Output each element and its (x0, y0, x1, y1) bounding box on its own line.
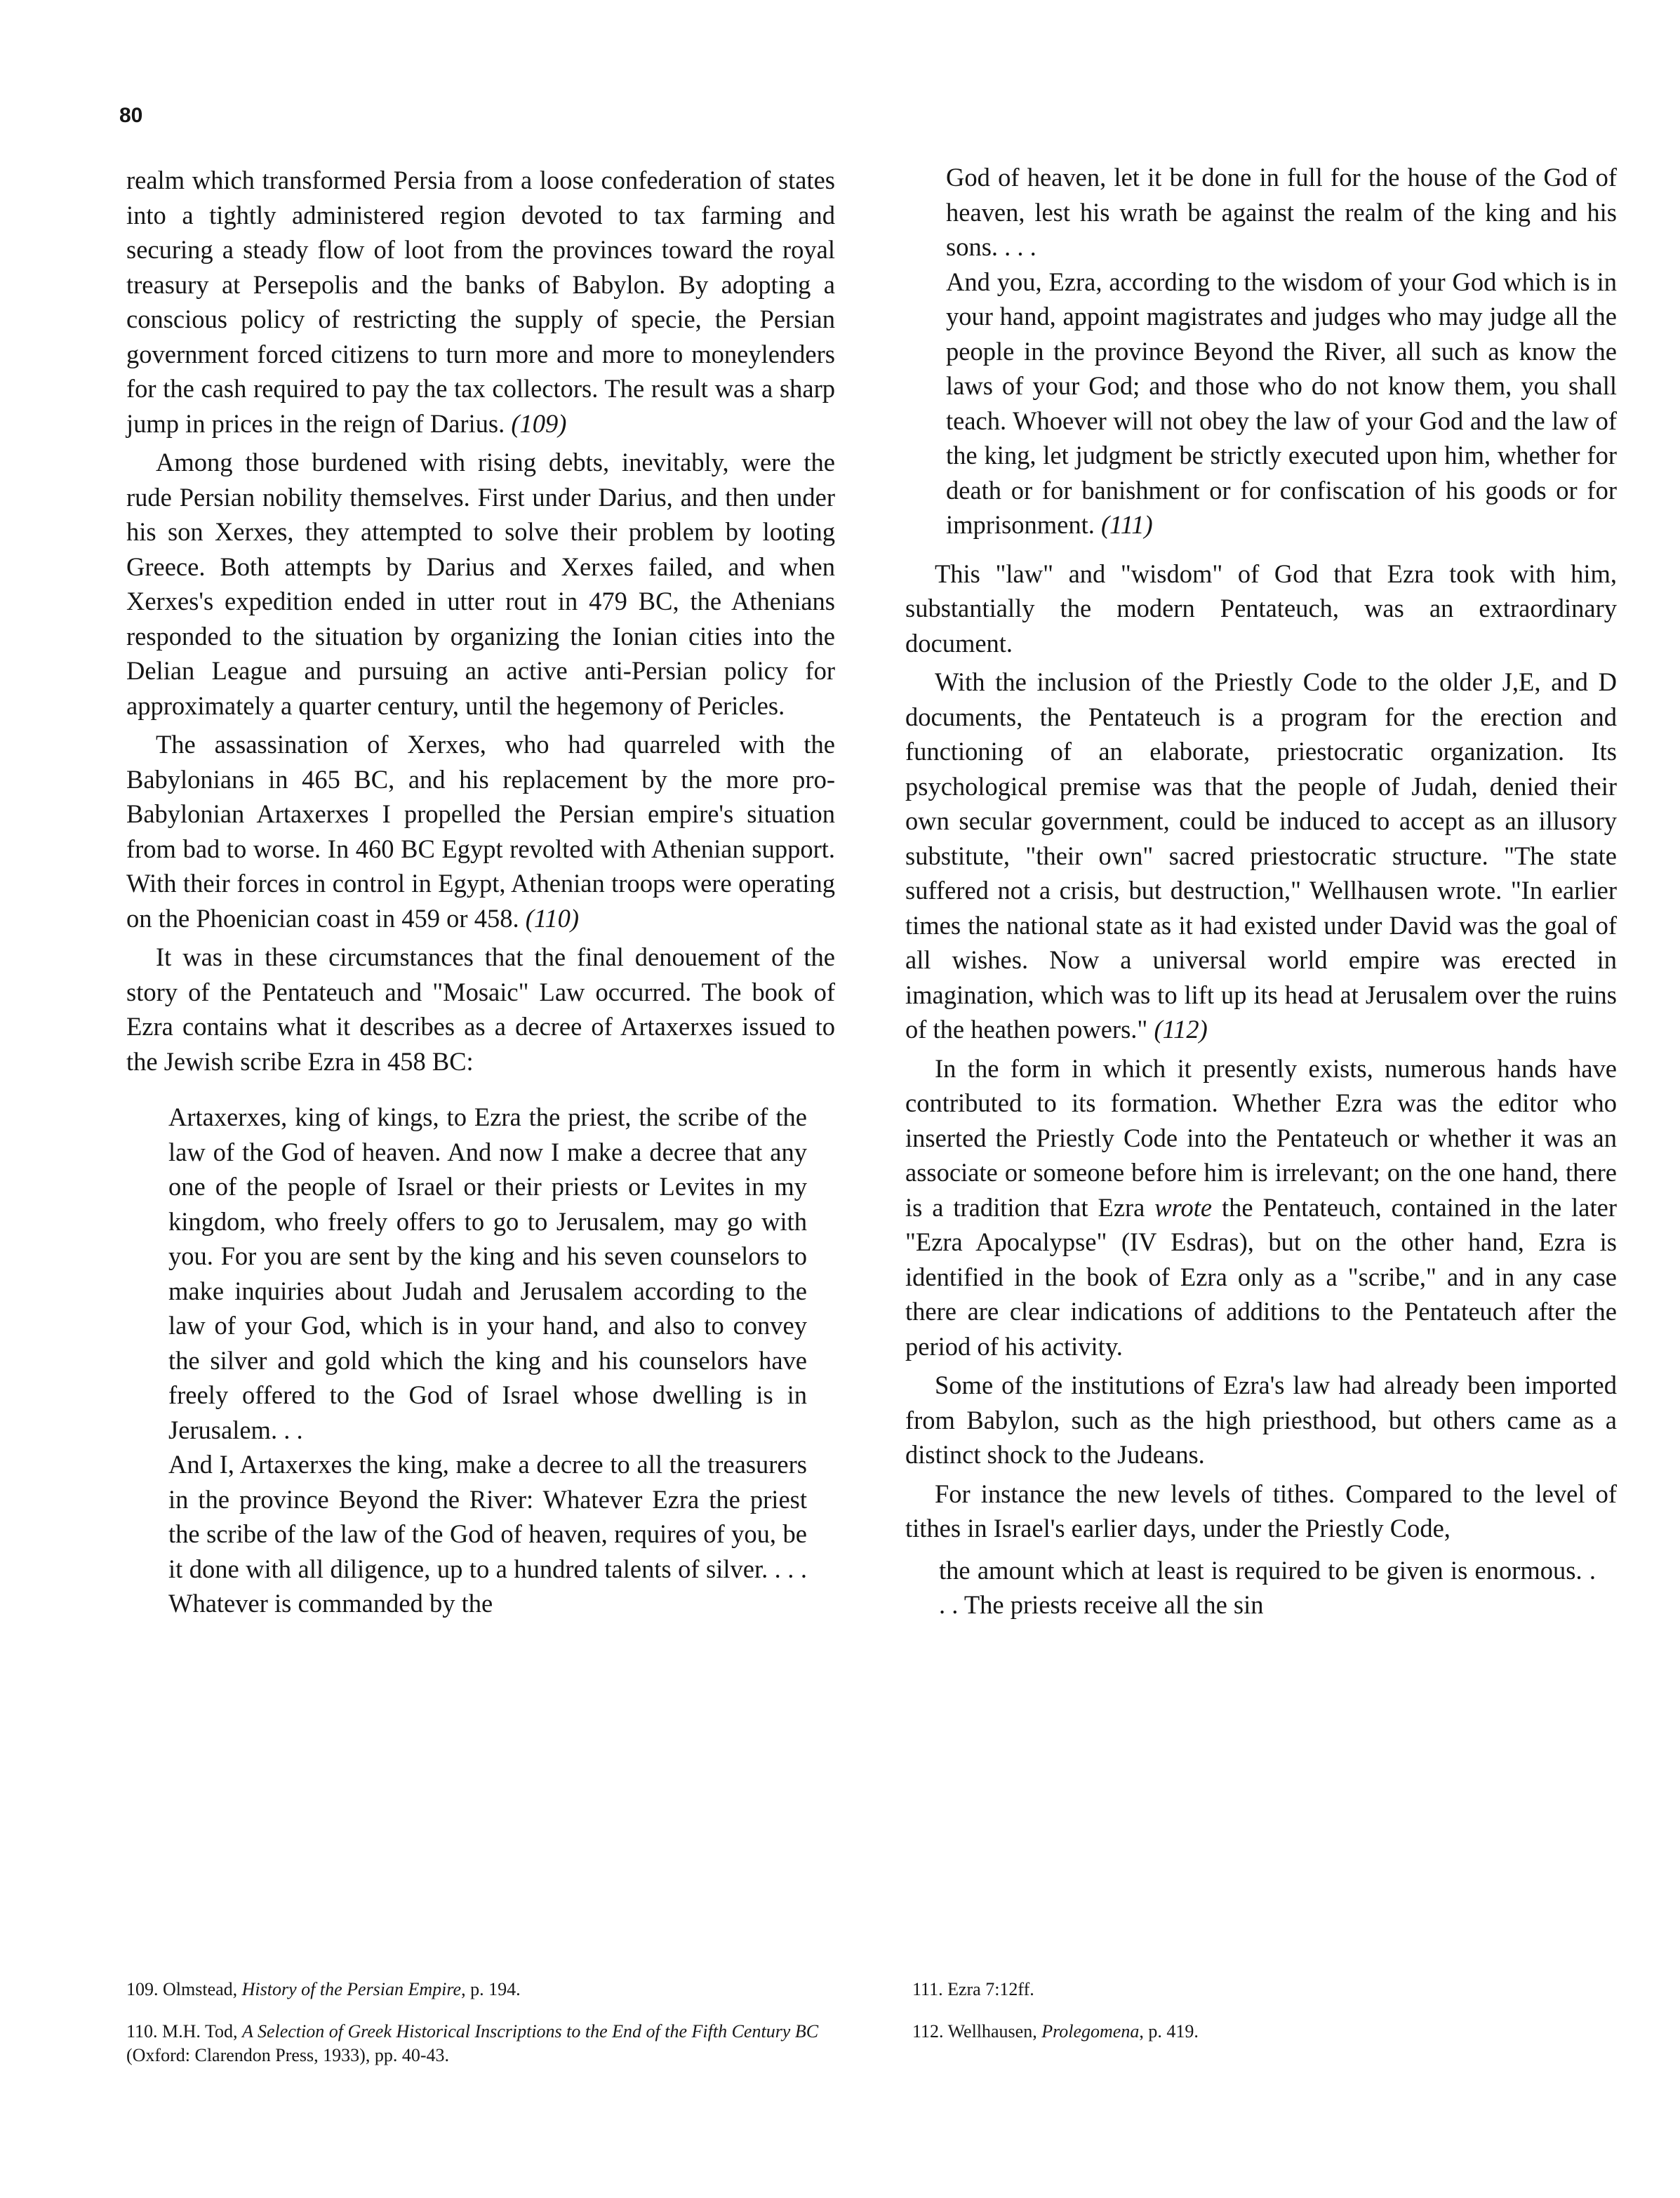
citation: (112) (1154, 1015, 1208, 1044)
block-quote (939, 1553, 1596, 1623)
footnote: 109. Olmstead, History of the Persian Empire, p. 194. (126, 1979, 521, 1999)
citation: (110) (525, 903, 580, 933)
paragraph: Some of the institutions of Ezra's law had already been imported from Babylon, such as the high priesthood, but others came as a distinct shock to the Judeans. (905, 1371, 1617, 1469)
quote-paragraph: And I, Artaxerxes the king, make a decree to all the treasurers in the province Beyond the River: Whatever Ezra the priest the scribe of the law of the God of heaven, requires of you, be it done with all diligence, up to a hundred talents of silver. . . . Whatever is commanded by the (168, 1450, 807, 1618)
footnotes-left (126, 1978, 842, 2086)
quote-paragraph: Artaxerxes, king of kings, to Ezra the priest, the scribe of the law of the God of heaven. And now I make a decree that any one of the people of Israel or their priests or Levites in my kingdom, who freely offers to go to Jerusalem, may go with you. For you are sent by the king and his seven counselors to make inquiries about Judah and Jerusalem according to the law of your God, which is in your hand, and also to convey the silver and gold which the king and his counselors have freely offered to the God of Israel whose dwelling is in Jerusalem. . . (168, 1103, 807, 1444)
footnote: 110. M.H. Tod, A Selection of Greek Historical Inscriptions to the End of the Fifth Century BC (Oxford: Clarendon Press, 1933), pp. 40-43. (126, 2021, 819, 2065)
right-column (905, 160, 1617, 1623)
quote-paragraph: God of heaven, let it be done in full for the house of the God of heaven, lest his wrath be against the realm of the king and his sons. . . . (946, 163, 1617, 261)
citation: (111) (1101, 510, 1153, 539)
citation: (109) (511, 408, 567, 438)
quote-paragraph: the amount which at least is required to be given is enormous. . . . The priests receive all the sin (939, 1555, 1596, 1619)
left-column (126, 163, 835, 1621)
quote-paragraph: And you, Ezra, according to the wisdom of your God which is in your hand, appoint magistrates and judges who may judge all the people in the province Beyond the River, all such as know the laws of your God; and those who do not know them, you shall teach. Whoever will not obey the law of your God and the law of the king, let judgment be strictly executed upon him, whether for death or for banishment or for confiscation of his goods or for imprisonment. (111) (946, 267, 1617, 539)
paragraph: Among those burdened with rising debts, inevitably, were the rude Persian nobility themselves. First under Darius, and then under his son Xerxes, they attempted to solve their problem by looting Greece. Both attempts by Darius and Xerxes failed, and when Xerxes's expedition ended in utter rout in 479 BC, the Athenians responded to the situation by organizing the Ionian cities into the Delian League and pursuing an active anti-Persian policy for approximately a quarter century, until the hegemony of Pericles. (126, 448, 835, 720)
footnote: 111. Ezra 7:12ff. (912, 1979, 1034, 1999)
paragraph: With the inclusion of the Priestly Code to the older J,E, and D documents, the Pentateuch is a program for the erection and functioning of an elaborate, priestocratic organization. Its psychological premise was that the people of Judah, denied their own secular government, could be induced to accept as an illusory substitute, "their own" sacred priestocratic structure. "The state suffered not a crisis, but destruction," Wellhausen wrote. "In earlier times the national state as it had existed under David was the goal of all wishes. Now a universal world empire was erected in imagination, which was to lift up its head at Jerusalem over the ruins of the heathen powers." (112) (905, 667, 1617, 1044)
paragraph: The assassination of Xerxes, who had quarreled with the Babylonians in 465 BC, and his replacement by the more pro-Babylonian Artaxerxes I propelled the Persian empire's situation from bad to worse. In 460 BC Egypt revolted with Athenian support. With their forces in control in Egypt, Athenian troops were operating on the Phoenician coast in 459 or 458. (110) (126, 730, 835, 933)
block-quote (946, 160, 1617, 542)
paragraph: This "law" and "wisdom" of God that Ezra took with him, substantially the modern Pentateuch, was an extraordinary document. (905, 559, 1617, 658)
footnote: 112. Wellhausen, Prolegomena, p. 419. (912, 2021, 1199, 2042)
paragraph: It was in these circumstances that the final denouement of the story of the Pentateuch and "Mosaic" Law occurred. The book of Ezra contains what it describes as a decree of Artaxerxes issued to the Jewish scribe Ezra in 458 BC: (126, 943, 835, 1076)
paragraph: In the form in which it presently exists, numerous hands have contributed to its formation. Whether Ezra was the editor who inserted the Priestly Code into the Pentateuch or whether it was an associate or someone before him is irrelevant; on the one hand, there is a tradition that Ezra wrote the Pentateuch, contained in the later "Ezra Apocalypse" (IV Esdras), but on the other hand, Ezra is identified in the book of Ezra only as a "scribe," and in any case there are clear indications of additions to the Pentateuch after the period of his activity. (905, 1053, 1618, 1361)
page-number: 80 (119, 104, 143, 127)
paragraph: realm which transformed Persia from a loose confederation of states into a tightly administered region devoted to tax farming and securing a steady flow of loot from the provinces toward the royal treasury at Persepolis and the banks of Babylon. By adopting a conscious policy of restricting the supply of specie, the Persian government forced citizens to turn more and more to moneylenders for the cash required to pay the tax collectors. The result was a sharp jump in prices in the reign of Darius. (109) (126, 166, 835, 438)
block-quote (168, 1100, 807, 1621)
footnotes-right (912, 1978, 1544, 2062)
paragraph: For instance the new levels of tithes. Compared to the level of tithes in Israel's earlier days, under the Priestly Code, (905, 1479, 1617, 1543)
